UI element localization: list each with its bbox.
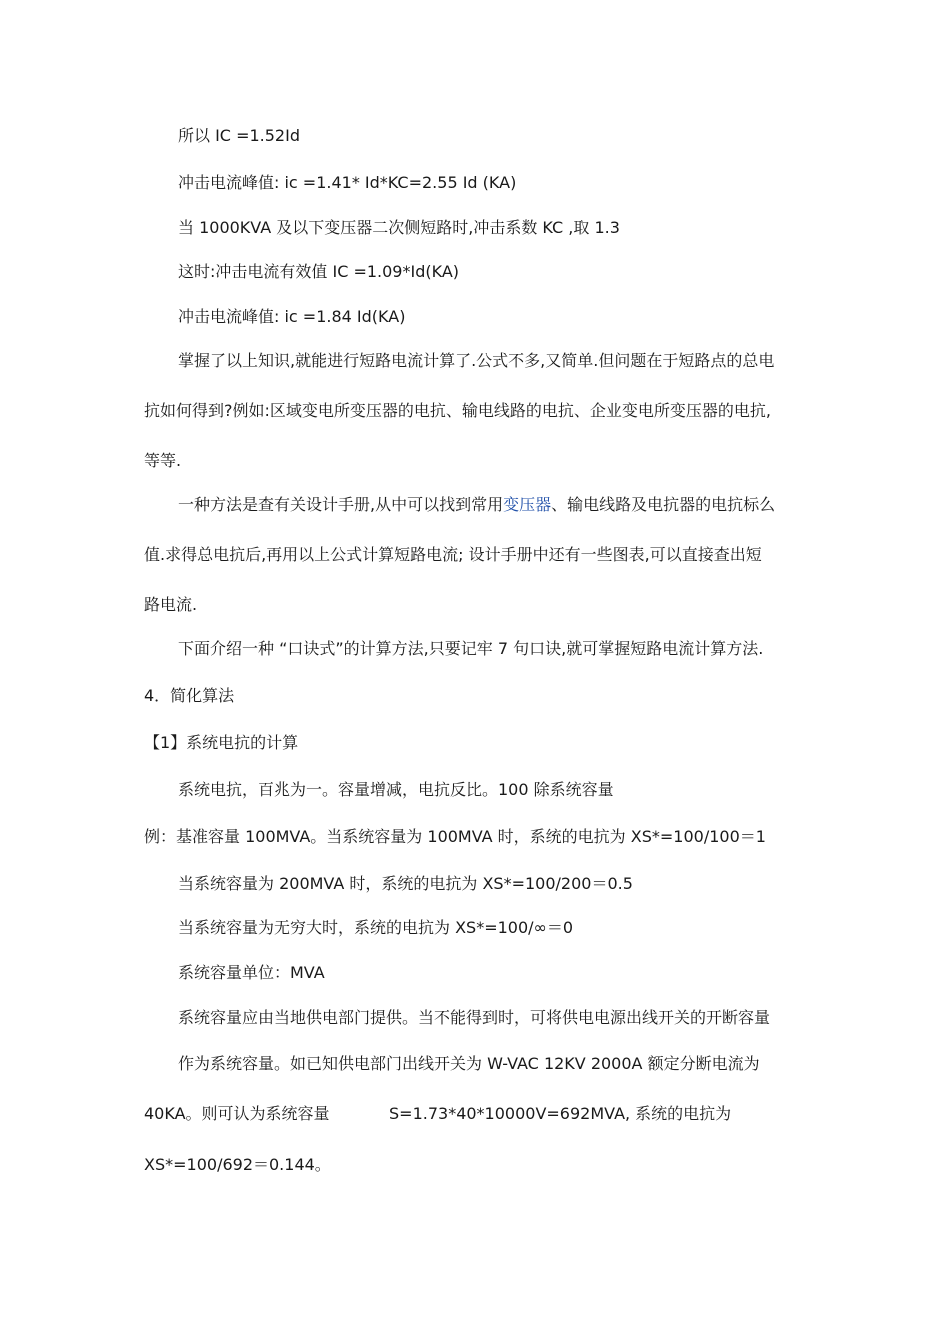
text-fragment: 一种方法是查有关设计手册,从中可以找到常用 — [178, 495, 504, 514]
paragraph-line: 路电流. — [144, 595, 198, 614]
paragraph-line: 作为系统容量。如已知供电部门出线开关为 W-VAC 12KV 2000A 额定分断电流为 — [178, 1054, 760, 1073]
paragraph-line-continuation: S=1.73*40*10000V=692MVA, 系统的电抗为 — [389, 1104, 732, 1123]
text-line: 冲击电流峰值: ic =1.41* Id*KC=2.55 Id (KA) — [178, 173, 517, 192]
paragraph-line: XS*=100/692＝0.144。 — [144, 1155, 331, 1174]
unit-line: 系统容量单位：MVA — [178, 963, 325, 982]
mnemonic-line: 系统电抗，百兆为一。容量增减，电抗反比。100 除系统容量 — [178, 780, 614, 799]
paragraph-line: 值.求得总电抗后,再用以上公式计算短路电流; 设计手册中还有一些图表,可以直接查出短 — [144, 545, 762, 564]
example-line: 当系统容量为 200MVA 时，系统的电抗为 XS*=100/200＝0.5 — [178, 874, 633, 893]
example-line: 当系统容量为无穷大时，系统的电抗为 XS*=100/∞＝0 — [178, 918, 574, 937]
paragraph-line: 40KA。则可认为系统容量 — [144, 1104, 330, 1123]
transformer-link[interactable]: 变压器 — [503, 495, 552, 514]
paragraph-line: 等等. — [144, 451, 182, 470]
paragraph-line: 下面介绍一种 “口诀式”的计算方法,只要记牢 7 句口诀,就可掌握短路电流计算方法. — [178, 639, 764, 658]
paragraph-line — [178, 495, 775, 515]
text-line: 这时:冲击电流有效值 IC =1.09*Id(KA) — [178, 262, 460, 281]
text-line: 所以 IC =1.52Id — [178, 126, 300, 145]
text-line: 当 1000KVA 及以下变压器二次侧短路时,冲击系数 KC ,取 1.3 — [178, 218, 620, 237]
paragraph-line: 掌握了以上知识,就能进行短路电流计算了.公式不多,又简单.但问题在于短路点的总电 — [178, 351, 775, 370]
section-heading: 4．简化算法 — [144, 686, 235, 705]
text-fragment: 、输电线路及电抗器的电抗标么 — [551, 495, 776, 514]
paragraph-line: 系统容量应由当地供电部门提供。当不能得到时，可将供电电源出线开关的开断容量 — [178, 1008, 771, 1027]
example-line: 例：基准容量 100MVA。当系统容量为 100MVA 时，系统的电抗为 XS*=100/100＝1 — [144, 827, 766, 846]
text-line: 冲击电流峰值: ic =1.84 Id(KA) — [178, 307, 406, 326]
subsection-heading: 【1】系统电抗的计算 — [144, 733, 299, 752]
paragraph-line: 抗如何得到?例如:区域变电所变压器的电抗、输电线路的电抗、企业变电所变压器的电抗, — [144, 401, 771, 420]
